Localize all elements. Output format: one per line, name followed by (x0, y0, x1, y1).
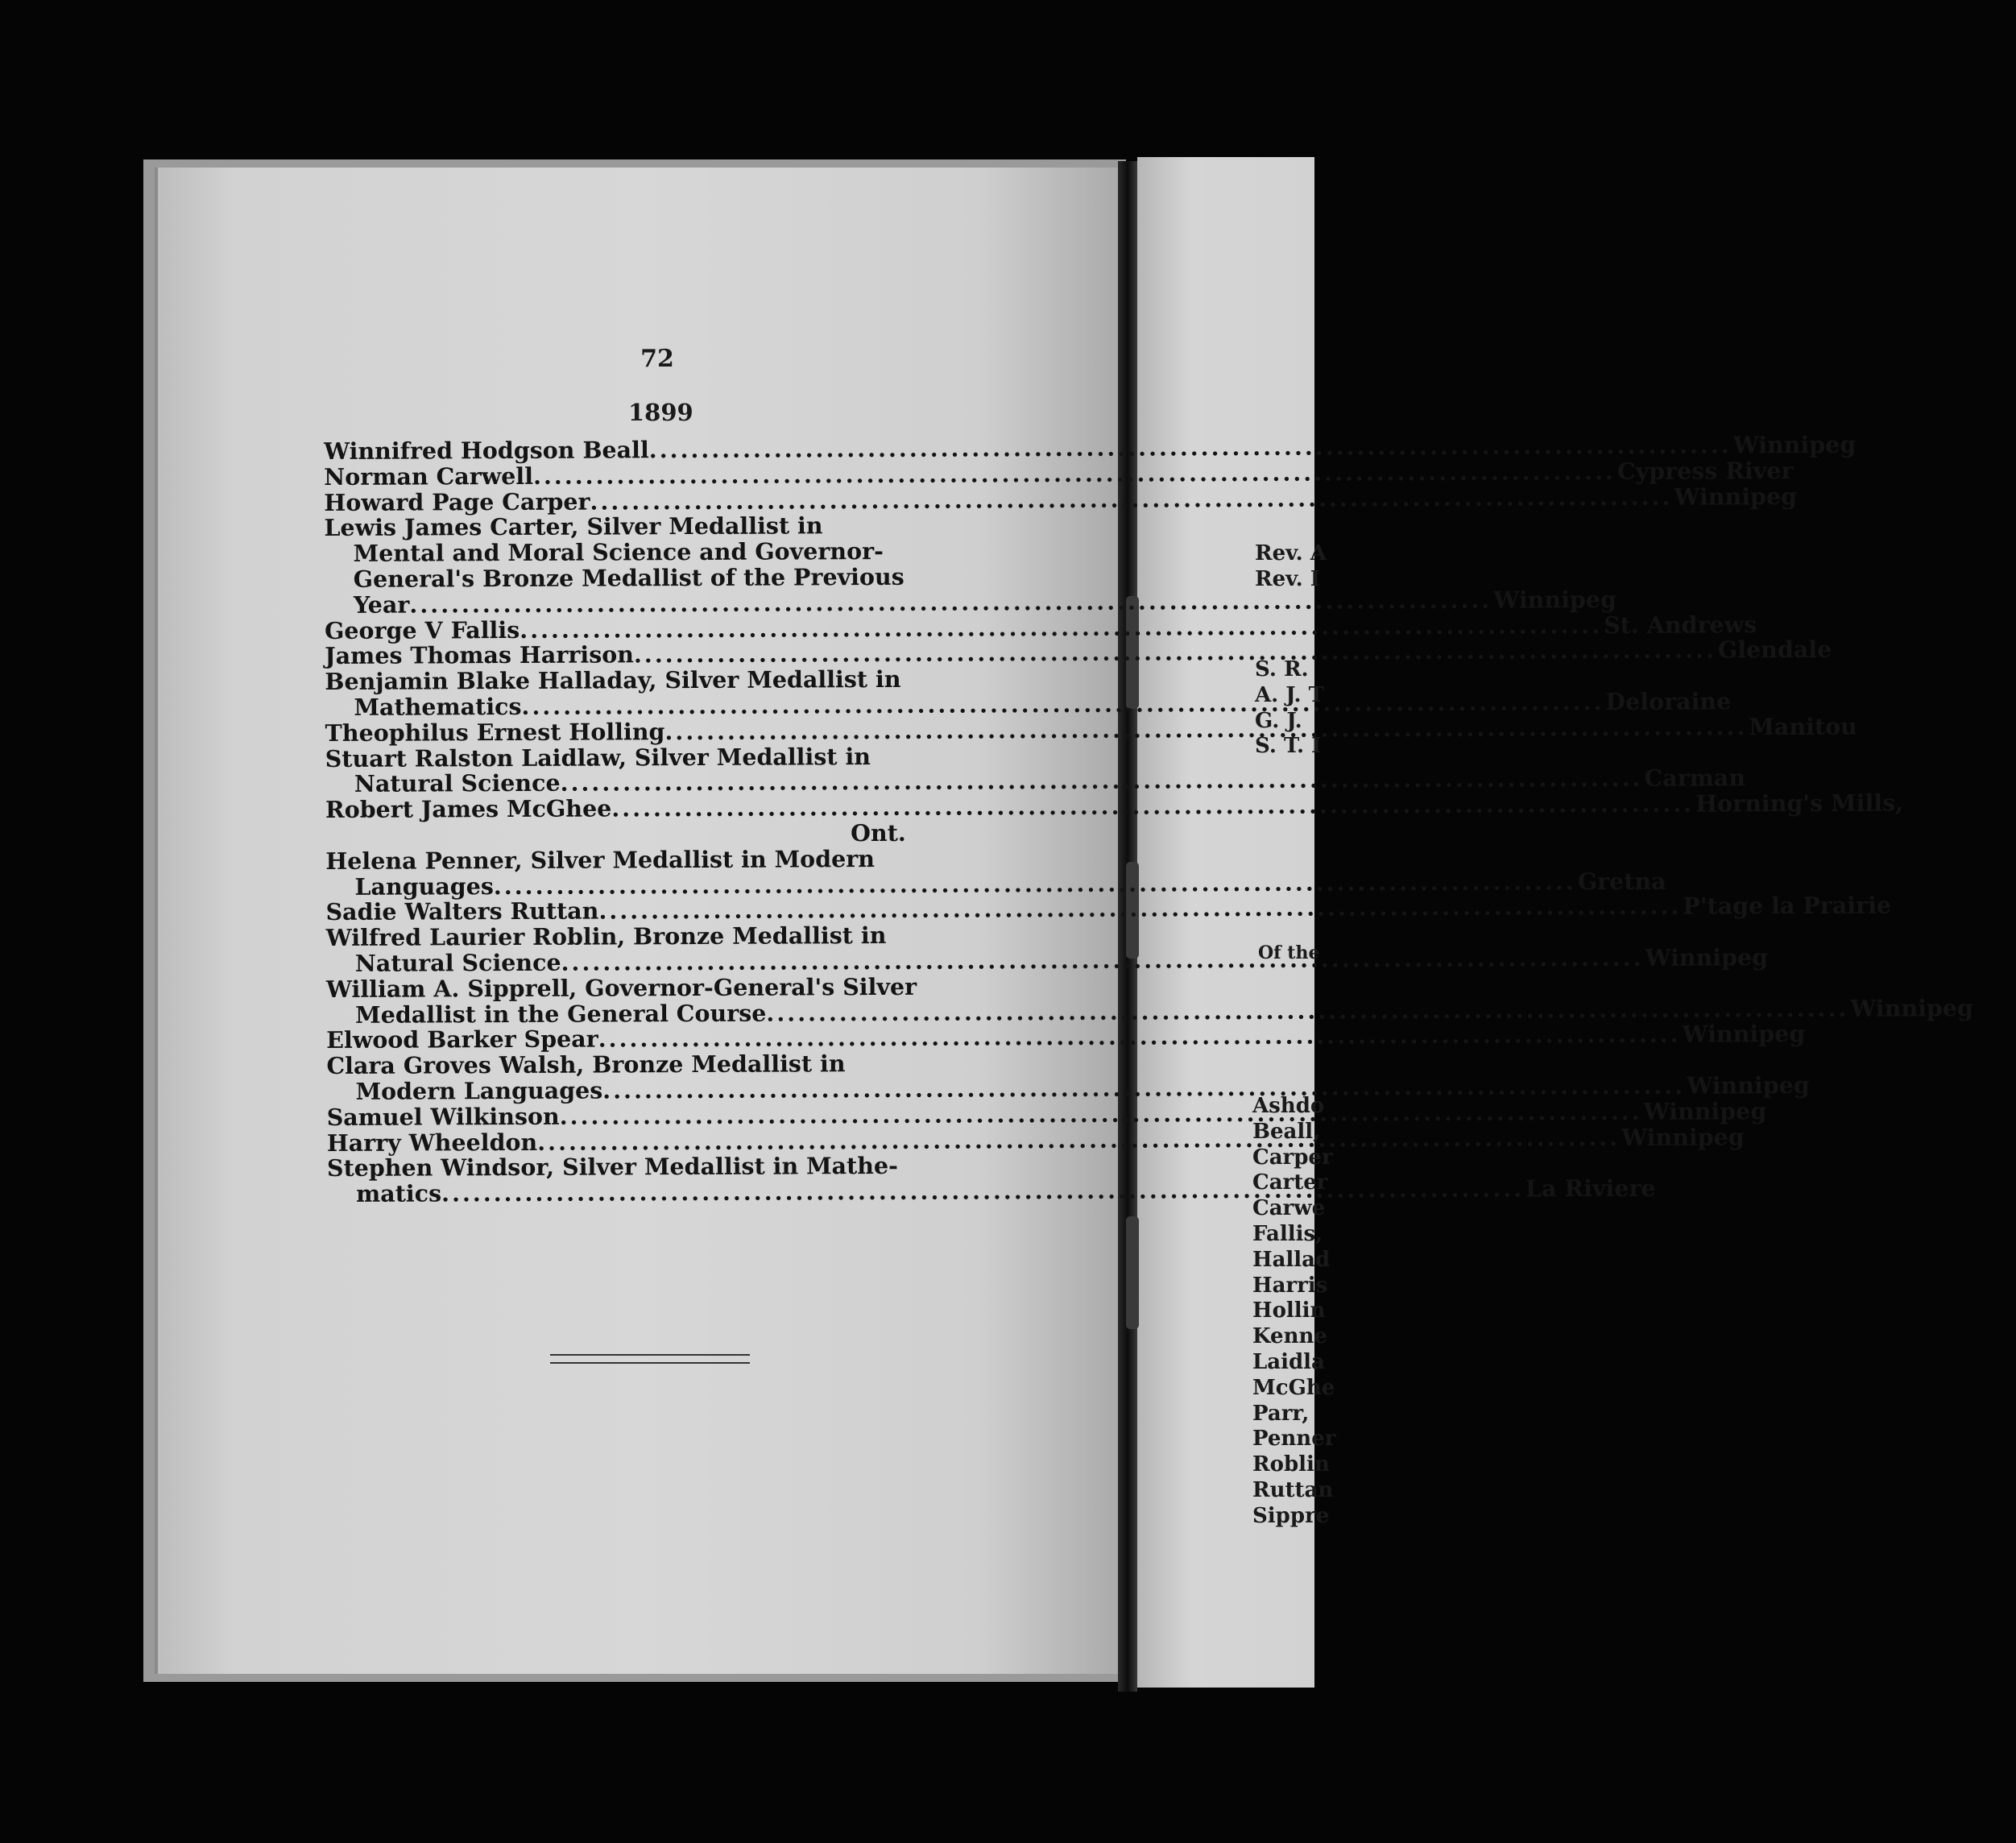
graduate-place: Winnipeg (1493, 585, 1617, 614)
graduate-place: La Riviere (1525, 1174, 1656, 1203)
graduate-name-text: Modern Languages (355, 1076, 603, 1105)
dot-leader (634, 638, 1716, 669)
graduate-name-text: George V Fallis (324, 615, 520, 644)
right-page-text-line: Harris (1252, 1273, 1328, 1298)
graduate-entry (324, 482, 1798, 516)
right-page-text-line: Ashdo (1252, 1094, 1325, 1118)
dot-leader (664, 714, 1747, 745)
graduate-name-text: matics (356, 1179, 442, 1207)
graduate-name-text: Samuel Wilkinson (326, 1102, 560, 1131)
graduate-entry (325, 972, 1973, 1029)
double-rule-divider (550, 1354, 750, 1364)
right-page-text-line: A. J. T (1255, 682, 1325, 707)
entry-line (326, 1020, 1806, 1054)
right-page-text-line: Hallad (1252, 1247, 1331, 1272)
graduate-name-text: Elwood Barker Spear (326, 1025, 598, 1054)
binding-tab (1126, 1216, 1139, 1329)
graduate-name-text: Natural Science (354, 948, 561, 977)
graduate-name-text: William A. Sipprell, Governor-General's Silver (325, 972, 917, 1003)
graduate-name-text: Robert James McGhee (325, 794, 612, 824)
graduate-name-text: Harry Wheeldon (326, 1128, 538, 1157)
graduate-name-text: Natural Science (354, 769, 561, 798)
dot-leader (598, 1022, 1681, 1053)
graduate-entry (326, 1050, 1810, 1105)
graduate-name-text: Mental and Moral Science and Governor- (353, 537, 884, 568)
dot-leader (537, 1125, 1620, 1156)
graduate-place: Winnipeg (1674, 482, 1798, 511)
right-page-initials (1255, 657, 1325, 760)
year-heading: 1899 (628, 399, 693, 426)
graduate-name-text: Helena Penner, Silver Medallist in Modern (325, 844, 876, 875)
graduate-name-text: Benjamin Blake Halladay, Silver Medallist in (325, 665, 901, 696)
graduate-name-text: Clara Groves Walsh, Bronze Medallist in (326, 1050, 846, 1080)
graduate-name-text: Sadie Walters Ruttan (325, 897, 599, 926)
right-page-text-line: Parr, (1252, 1401, 1310, 1426)
dot-leader (611, 792, 1694, 822)
page-number: 72 (640, 345, 674, 373)
right-page-text-line: Sippre (1252, 1503, 1330, 1528)
right-page-rev-lines (1255, 541, 1327, 593)
graduate-place: Horning's Mills, (1695, 789, 1904, 818)
dot-leader (590, 484, 1672, 515)
graduate-name-text: Languages (354, 872, 494, 901)
graduate-place: Winnipeg (1645, 943, 1769, 971)
right-page-text-line: Carper (1252, 1145, 1333, 1170)
entry-line (325, 789, 1904, 824)
graduate-name-text: Mathematics (354, 692, 522, 721)
right-page-text-line: G. J. (1255, 708, 1302, 733)
graduate-name-text: Howard Page Carper (324, 487, 590, 516)
graduate-name-text: Year (353, 590, 410, 619)
graduate-place: Glendale (1717, 636, 1832, 664)
graduate-place: Winnipeg (1643, 1096, 1767, 1125)
dot-leader (598, 894, 1681, 925)
graduate-place: Manitou (1749, 712, 1857, 741)
right-page-text-line: Fallis, (1252, 1221, 1323, 1246)
graduate-place: Winnipeg (1687, 1071, 1810, 1100)
right-page-text-line: McGhe (1252, 1375, 1335, 1400)
graduate-name-text: Norman Carwell (324, 462, 534, 491)
right-page-text-line: Carter (1252, 1170, 1328, 1195)
graduate-place: Gretna (1577, 867, 1666, 895)
graduate-name-text: Medallist in the General Course (355, 999, 767, 1029)
right-page-surnames (1252, 1094, 1336, 1530)
graduate-place: P'tage la Prairie (1683, 891, 1892, 920)
graduate-name-text: Stephen Windsor, Silver Medallist in Mathe- (326, 1152, 899, 1182)
right-page-text-line: Roblin (1252, 1452, 1330, 1477)
graduate-place: Winnipeg (1850, 993, 1973, 1022)
right-page-heading: Of the (1258, 942, 1320, 963)
graduate-entry (325, 742, 1746, 798)
right-page-text-line: S. T. I (1255, 734, 1322, 759)
entry-line (324, 513, 1016, 542)
entry-line (325, 891, 1892, 926)
graduate-place: Deloraine (1605, 687, 1732, 716)
right-page-text-line: Penner (1252, 1427, 1336, 1452)
graduate-place: Carman (1644, 764, 1746, 793)
entry-line (325, 820, 1018, 849)
graduate-name-text: Theophilus Ernest Holling (325, 717, 665, 747)
entry-line (325, 538, 1017, 567)
graduate-name-text: Wilfred Laurier Roblin, Bronze Medallist in (325, 922, 887, 952)
graduate-name-text: Winnifred Hodgson Beall (323, 436, 649, 465)
graduate-place: Winnipeg (1682, 1020, 1806, 1048)
graduate-entry (325, 891, 1892, 926)
graduate-place: Cypress River (1617, 456, 1794, 485)
graduate-place: St. Andrews (1604, 610, 1757, 639)
graduate-place: Winnipeg (1621, 1122, 1745, 1151)
graduate-name-text: Lewis James Carter, Silver Medallist in (324, 511, 823, 542)
graduate-entry (325, 789, 1904, 848)
graduate-place: Ont. (851, 818, 906, 847)
right-page-text-line: Rev. A (1255, 541, 1327, 565)
graduate-name-text: James Thomas Harrison (325, 640, 635, 670)
graduate-name-text: General's Bronze Medallist of the Previous (353, 562, 905, 593)
right-page-text-line: Laidla (1252, 1349, 1325, 1374)
dot-leader (561, 946, 1644, 976)
dot-leader (441, 1177, 1524, 1207)
graduate-entry (326, 1020, 1806, 1054)
right-page-text-line: Hollin (1252, 1298, 1326, 1323)
graduate-place: Winnipeg (1732, 430, 1857, 459)
right-page-text-line: Carwe (1252, 1196, 1326, 1221)
right-page-text-line: S. R. (1255, 657, 1309, 681)
right-page-text-line: Rev. I (1255, 566, 1320, 591)
graduate-name-text: Stuart Ralston Laidlaw, Silver Medallist in (325, 742, 871, 772)
right-page-text-line: Beall, (1252, 1119, 1321, 1144)
entry-line (324, 482, 1798, 516)
graduate-entry (325, 844, 1666, 901)
right-page-text-line: Kenne (1252, 1324, 1327, 1349)
right-page-text-line: Ruttan (1252, 1477, 1334, 1502)
